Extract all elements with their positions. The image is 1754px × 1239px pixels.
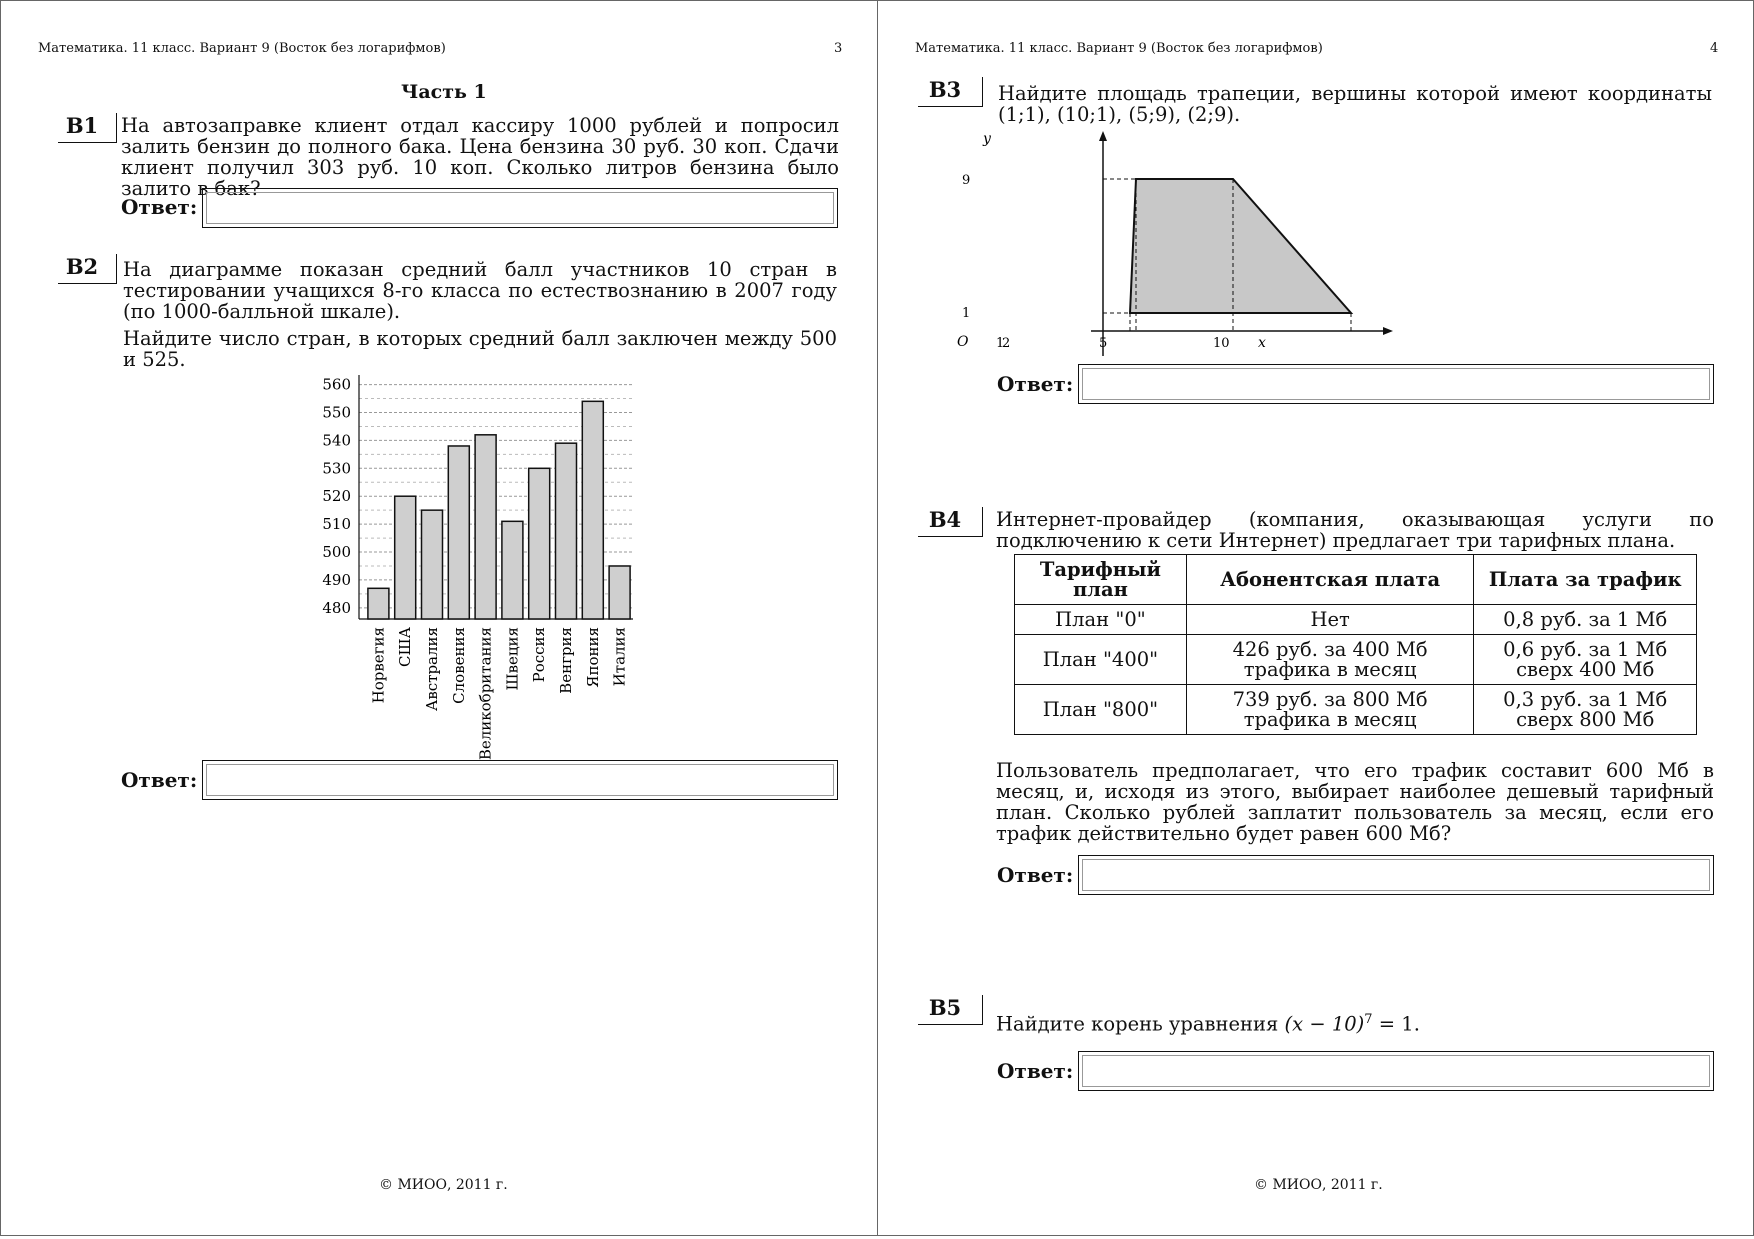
table-cell: План "0" [1015, 605, 1187, 635]
answer-field-b5[interactable] [1078, 1051, 1714, 1091]
page-header: Математика. 11 класс. Вариант 9 (Восток без логарифмов) [915, 41, 1323, 56]
x-tick-label: Норвегия [369, 627, 388, 704]
axis-label-y: y [983, 131, 991, 147]
x-tick-label: Словения [449, 627, 468, 704]
x-tick-label: Венгрия [557, 627, 575, 694]
answer-label-b1: Ответ: [121, 195, 198, 219]
x-tick-label: Россия [530, 627, 549, 683]
page-number: 4 [1710, 41, 1719, 56]
table-cell: 0,8 руб. за 1 Мб [1474, 605, 1697, 635]
answer-label-b3: Ответ: [997, 372, 1074, 396]
page-footer: © МИОО, 2011 г. [1254, 1177, 1383, 1193]
y-tick-label: 480 [322, 598, 351, 617]
table-cell: Нет [1186, 605, 1474, 635]
bar [422, 510, 443, 619]
answer-label-b4: Ответ: [997, 863, 1074, 887]
y-tick-9: 9 [962, 173, 971, 188]
answer-label-b5: Ответ: [997, 1059, 1074, 1083]
table-cell: План "800" [1015, 685, 1187, 735]
y-tick-1: 1 [962, 306, 971, 321]
y-tick-label: 540 [322, 431, 351, 450]
task-label-b5: B5 [918, 995, 983, 1025]
x-tick-10: 10 [1213, 336, 1230, 351]
answer-field-b1[interactable] [202, 188, 838, 228]
y-tick-label: 530 [322, 459, 351, 478]
bar [582, 401, 603, 619]
page-footer: © МИОО, 2011 г. [379, 1177, 508, 1193]
page-header: Математика. 11 класс. Вариант 9 (Восток без логарифмов) [38, 41, 446, 56]
x-tick-label: Австралия [423, 627, 441, 712]
bar [529, 468, 550, 619]
page-number: 3 [834, 41, 843, 56]
x-tick-label: Великобритания [476, 627, 495, 761]
page-left [0, 0, 878, 1236]
x-tick-label: Швеция [503, 627, 522, 691]
equation-rhs: = 1. [1372, 1012, 1420, 1036]
task-text-b1: На автозаправке клиент отдал кассиру 1000 рублей и попросил залить бензин до полного бака. Цена бензина 30 руб. 30 коп. Сдачи клиент получил 303 руб. 10 коп. Сколько литров бензина было залито в бак? [121, 114, 839, 200]
bar-chart [301, 371, 651, 761]
x-tick-5: 5 [1099, 336, 1108, 351]
table-cell: 426 руб. за 400 Мб трафика в месяц [1186, 635, 1474, 685]
task-label-b2: B2 [58, 254, 117, 284]
table-header: Плата за трафик [1474, 555, 1697, 605]
y-tick-label: 560 [322, 375, 351, 394]
task-text-b4: Интернет-провайдер (компания, оказывающая услуги по подключению к сети Интернет) предлагает три тарифных плана. [996, 508, 1714, 552]
table-row [1015, 635, 1697, 685]
x-tick-label: Италия [610, 627, 629, 687]
tariff-table [1014, 554, 1697, 735]
bar [502, 521, 523, 619]
answer-field-b2[interactable] [202, 760, 838, 800]
bar [448, 446, 469, 619]
bar [395, 496, 416, 619]
table-header-row [1015, 555, 1697, 605]
table-header: Абонентская плата [1186, 555, 1474, 605]
answer-label-b2: Ответ: [121, 768, 198, 792]
y-tick-label: 510 [322, 515, 351, 534]
x-tick-label: США [396, 627, 415, 667]
trapezoid-labels [957, 129, 1408, 359]
task-text-b3: Найдите площадь трапеции, вершины которой имеют координаты (1;1), (10;1), (5;9), (2;9). [998, 82, 1712, 126]
bar [475, 435, 496, 619]
task-label-b3: B3 [918, 77, 983, 107]
bar [368, 588, 389, 619]
table-cell: 0,6 руб. за 1 Мб сверх 400 Мб [1474, 635, 1697, 685]
task-question-b4: Пользователь предполагает, что его трафик составит 600 Мб в месяц, и, исходя из этого, выбирает наиболее дешевый тарифный план. Сколько рублей заплатит пользователь за месяц, если его трафик действительно будет равен 600 Мб? [996, 759, 1714, 845]
page-right [877, 0, 1754, 1236]
task-question-b2: Найдите число стран, в которых средний балл заключен между 500 и 525. [123, 327, 837, 371]
equation-exponent: 7 [1364, 1012, 1373, 1027]
table-cell: 739 руб. за 800 Мб трафика в месяц [1186, 685, 1474, 735]
section-title: Часть 1 [401, 81, 487, 103]
y-tick-label: 520 [322, 487, 351, 506]
table-header: Тарифный план [1015, 555, 1187, 605]
x-tick-label: Япония [583, 627, 602, 688]
answer-field-b3[interactable] [1078, 364, 1714, 404]
origin-label: O [957, 334, 969, 350]
task-text-b5 [996, 1009, 1516, 1035]
equation-base: (x − 10) [1284, 1012, 1365, 1036]
table-cell: 0,3 руб. за 1 Мб сверх 800 Мб [1474, 685, 1697, 735]
y-tick-label: 550 [322, 403, 351, 422]
x-tick-2: 2 [1002, 336, 1011, 351]
task-text-b2: На диаграмме показан средний балл участников 10 стран в тестировании учащихся 8-го класса по естествознанию в 2007 году (по 1000-балльной шкале). [123, 258, 837, 323]
task-label-b4: B4 [918, 507, 983, 537]
answer-field-b4[interactable] [1078, 855, 1714, 895]
axis-label-x: x [1258, 335, 1266, 351]
y-tick-label: 500 [322, 543, 351, 562]
b5-prompt: Найдите корень уравнения [996, 1012, 1279, 1036]
table-row [1015, 605, 1697, 635]
bar [556, 443, 577, 619]
table-row [1015, 685, 1697, 735]
task-label-b1: B1 [58, 113, 117, 143]
bar [609, 566, 630, 619]
x-tick-1: 1 [996, 336, 1005, 351]
y-tick-label: 490 [322, 570, 351, 589]
table-cell: План "400" [1015, 635, 1187, 685]
